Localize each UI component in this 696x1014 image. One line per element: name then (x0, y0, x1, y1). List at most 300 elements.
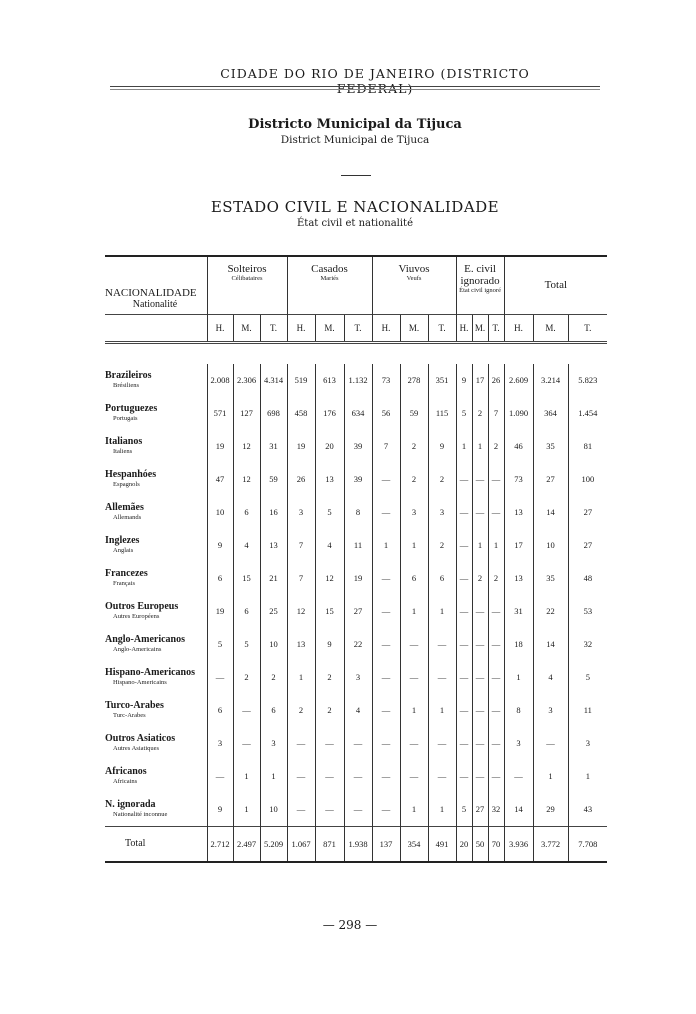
value-cell: — (533, 727, 568, 760)
value-cell: — (488, 661, 504, 694)
value-cell: 2.008 (207, 364, 233, 397)
group-label: Solteiros (227, 263, 267, 275)
table-row (105, 595, 607, 628)
value-cell: 2 (488, 562, 504, 595)
value-cell: 39 (344, 430, 372, 463)
value-cell: 3 (207, 727, 233, 760)
civil-status-table (105, 255, 607, 863)
value-cell: 2 (233, 661, 260, 694)
value-cell: 12 (315, 562, 344, 595)
value-cell: 6 (233, 595, 260, 628)
value-cell: 458 (287, 397, 315, 430)
value-cell: 15 (315, 595, 344, 628)
table-row (105, 463, 607, 496)
value-cell: — (456, 595, 472, 628)
subheader-t: T. (568, 314, 607, 342)
value-cell: 27 (472, 793, 488, 827)
value-cell: 5 (207, 628, 233, 661)
value-cell: 1 (456, 430, 472, 463)
nationality-french: Italiens (113, 448, 133, 455)
value-cell: — (428, 760, 456, 793)
group-header-total (504, 256, 607, 314)
value-cell: 6 (207, 694, 233, 727)
value-cell: 3.214 (533, 364, 568, 397)
value-cell: 2.609 (504, 364, 533, 397)
value-cell: 4.314 (260, 364, 287, 397)
table-row (105, 694, 607, 727)
table-row (105, 496, 607, 529)
value-cell: — (372, 562, 400, 595)
group-label: E. civil ignorado (460, 263, 500, 287)
nationality-french: Africains (113, 778, 138, 785)
header-rule-secondary (110, 89, 600, 90)
value-cell: 2 (428, 463, 456, 496)
value-cell: 22 (344, 628, 372, 661)
value-cell: 53 (568, 595, 607, 628)
value-cell: — (372, 463, 400, 496)
value-cell: — (428, 727, 456, 760)
section-divider (341, 175, 371, 176)
value-cell: — (344, 760, 372, 793)
nationality-header-label: NACIONALIDADE (105, 286, 197, 299)
value-cell: 16 (260, 496, 287, 529)
total-value-cell: 3.772 (533, 826, 568, 862)
total-value-cell: 70 (488, 826, 504, 862)
value-cell: 32 (568, 628, 607, 661)
value-cell: 27 (568, 529, 607, 562)
value-cell: 3 (568, 727, 607, 760)
value-cell: 18 (504, 628, 533, 661)
value-cell: 6 (207, 562, 233, 595)
value-cell: 7 (287, 529, 315, 562)
value-cell: — (488, 760, 504, 793)
value-cell: 26 (287, 463, 315, 496)
value-cell: 7 (287, 562, 315, 595)
value-cell: 12 (233, 463, 260, 496)
subheader-blank (105, 314, 207, 342)
value-cell: 4 (533, 661, 568, 694)
nationality-cell (105, 661, 207, 694)
total-value-cell: 491 (428, 826, 456, 862)
nationality-french: Anglo-Americains (113, 646, 162, 653)
nationality-french: Autres Asiatiques (113, 745, 160, 752)
value-cell: 1 (472, 529, 488, 562)
nationality-cell (105, 364, 207, 397)
table-row (105, 364, 607, 397)
nationality-name: N. ignorada (105, 799, 156, 810)
value-cell: — (233, 727, 260, 760)
value-cell: — (488, 463, 504, 496)
value-cell: 7 (372, 430, 400, 463)
nationality-french: Espagnols (113, 481, 140, 488)
value-cell: 519 (287, 364, 315, 397)
value-cell: 35 (533, 430, 568, 463)
value-cell: — (472, 760, 488, 793)
nationality-cell (105, 529, 207, 562)
value-cell: 1 (428, 694, 456, 727)
value-cell: 5 (568, 661, 607, 694)
value-cell: 10 (533, 529, 568, 562)
value-cell: — (472, 628, 488, 661)
nationality-cell (105, 496, 207, 529)
value-cell: 19 (207, 595, 233, 628)
group-sub: Mariés (320, 275, 339, 282)
value-cell: 9 (456, 364, 472, 397)
value-cell: 19 (207, 430, 233, 463)
value-cell: 1 (372, 529, 400, 562)
nationality-french: Anglais (113, 547, 134, 554)
nationality-cell (105, 463, 207, 496)
value-cell: 10 (260, 628, 287, 661)
total-row (105, 826, 607, 862)
nationality-name: Inglezes (105, 535, 140, 546)
value-cell: 47 (207, 463, 233, 496)
subheader-h: H. (207, 314, 233, 342)
value-cell: — (428, 628, 456, 661)
value-cell: — (287, 727, 315, 760)
value-cell: 32 (488, 793, 504, 827)
nationality-cell (105, 793, 207, 827)
group-sub: Célibataires (231, 275, 263, 282)
table-row (105, 760, 607, 793)
value-cell: — (287, 793, 315, 827)
total-value-cell: 1.938 (344, 826, 372, 862)
value-cell: — (233, 694, 260, 727)
value-cell: 13 (504, 562, 533, 595)
value-cell: 43 (568, 793, 607, 827)
value-cell: 13 (504, 496, 533, 529)
table-row (105, 727, 607, 760)
value-cell: 1 (260, 760, 287, 793)
value-cell: 19 (344, 562, 372, 595)
value-cell: 81 (568, 430, 607, 463)
subheader-t: T. (428, 314, 456, 342)
value-cell: 14 (504, 793, 533, 827)
nationality-name: Hespanhóes (105, 469, 157, 480)
nationality-name: Outros Asiaticos (105, 733, 176, 744)
value-cell: 1 (504, 661, 533, 694)
value-cell: — (472, 694, 488, 727)
value-cell: 17 (504, 529, 533, 562)
value-cell: — (456, 463, 472, 496)
nationality-name: Brazileiros (105, 370, 152, 381)
value-cell: 6 (233, 496, 260, 529)
value-cell: 19 (287, 430, 315, 463)
value-cell: 3 (504, 727, 533, 760)
value-cell: 5.823 (568, 364, 607, 397)
value-cell: 2 (472, 562, 488, 595)
total-value-cell: 5.209 (260, 826, 287, 862)
value-cell: 25 (260, 595, 287, 628)
group-header-unknown (456, 256, 504, 314)
value-cell: 35 (533, 562, 568, 595)
value-cell: 14 (533, 496, 568, 529)
total-value-cell: 7.708 (568, 826, 607, 862)
nationality-name: Francezes (105, 568, 148, 579)
district-title: Districto Municipal da Tijuca (248, 117, 462, 132)
value-cell: 3 (287, 496, 315, 529)
nationality-french: Allemands (113, 514, 142, 521)
nationality-french: Français (113, 580, 136, 587)
value-cell: 1.090 (504, 397, 533, 430)
value-cell: 13 (260, 529, 287, 562)
value-cell: 1 (568, 760, 607, 793)
value-cell: — (344, 793, 372, 827)
value-cell: — (504, 760, 533, 793)
value-cell: 1 (233, 760, 260, 793)
value-cell: 27 (344, 595, 372, 628)
nationality-name: Portuguezes (105, 403, 158, 414)
value-cell: 27 (533, 463, 568, 496)
value-cell: 56 (372, 397, 400, 430)
group-header-married (287, 256, 372, 314)
value-cell: 73 (504, 463, 533, 496)
nationality-cell (105, 562, 207, 595)
section-subtitle: État civil et nationalité (297, 218, 413, 229)
value-cell: 59 (400, 397, 428, 430)
value-cell: — (456, 727, 472, 760)
value-cell: 613 (315, 364, 344, 397)
group-label: Casados (311, 263, 348, 275)
value-cell: 3 (260, 727, 287, 760)
value-cell: — (372, 793, 400, 827)
value-cell: 3 (344, 661, 372, 694)
value-cell: 176 (315, 397, 344, 430)
value-cell: 2 (488, 430, 504, 463)
page-header-title: CIDADE DO RIO DE JANEIRO (DISTRICTO FEDERAL) (220, 66, 530, 96)
nationality-cell (105, 430, 207, 463)
value-cell: 4 (315, 529, 344, 562)
table-row (105, 397, 607, 430)
value-cell: — (400, 628, 428, 661)
total-value-cell: 354 (400, 826, 428, 862)
subheader-t: T. (488, 314, 504, 342)
value-cell: 12 (287, 595, 315, 628)
subheader-h: H. (287, 314, 315, 342)
value-cell: 27 (568, 496, 607, 529)
value-cell: 364 (533, 397, 568, 430)
district-subtitle: District Municipal de Tijuca (280, 134, 430, 146)
value-cell: — (372, 694, 400, 727)
nationality-french: Turc-Arabes (113, 712, 146, 719)
value-cell: — (488, 694, 504, 727)
value-cell: 3 (533, 694, 568, 727)
value-cell: 3 (400, 496, 428, 529)
total-label: Total (105, 826, 207, 862)
value-cell: — (372, 727, 400, 760)
value-cell: 17 (472, 364, 488, 397)
value-cell: 278 (400, 364, 428, 397)
value-cell: 10 (260, 793, 287, 827)
subheader-h: H. (372, 314, 400, 342)
value-cell: — (456, 694, 472, 727)
table-row (105, 628, 607, 661)
nationality-cell (105, 397, 207, 430)
value-cell: 11 (344, 529, 372, 562)
value-cell: 10 (207, 496, 233, 529)
total-value-cell: 871 (315, 826, 344, 862)
subheader-h: H. (456, 314, 472, 342)
value-cell: — (472, 661, 488, 694)
total-value-cell: 2.712 (207, 826, 233, 862)
value-cell: 48 (568, 562, 607, 595)
value-cell: 46 (504, 430, 533, 463)
value-cell: 571 (207, 397, 233, 430)
value-cell: — (488, 727, 504, 760)
value-cell: 2 (315, 694, 344, 727)
nationality-cell (105, 760, 207, 793)
total-value-cell: 20 (456, 826, 472, 862)
value-cell: 1 (533, 760, 568, 793)
total-value-cell: 3.936 (504, 826, 533, 862)
subheader-h: H. (504, 314, 533, 342)
table-row (105, 529, 607, 562)
nationality-cell (105, 595, 207, 628)
value-cell: — (456, 496, 472, 529)
nationality-french: Nationalité inconnue (113, 811, 168, 818)
value-cell: — (472, 727, 488, 760)
value-cell: 11 (568, 694, 607, 727)
nationality-name: Outros Europeus (105, 601, 179, 612)
nationality-name: Africanos (105, 766, 147, 777)
value-cell: — (472, 463, 488, 496)
value-cell: — (428, 661, 456, 694)
subheader-m: M. (315, 314, 344, 342)
nationality-cell (105, 694, 207, 727)
value-cell: 20 (315, 430, 344, 463)
value-cell: 1.132 (344, 364, 372, 397)
group-label: Viuvos (398, 263, 430, 275)
value-cell: 9 (315, 628, 344, 661)
value-cell: 5 (456, 793, 472, 827)
nationality-french: Hispano-Americains (113, 679, 167, 686)
group-header-widowed (372, 256, 456, 314)
value-cell: 9 (207, 529, 233, 562)
value-cell: 31 (504, 595, 533, 628)
value-cell: — (456, 529, 472, 562)
value-cell: — (400, 727, 428, 760)
value-cell: — (287, 760, 315, 793)
value-cell: — (488, 628, 504, 661)
nationality-name: Italianos (105, 436, 143, 447)
value-cell: — (372, 661, 400, 694)
nationality-name: Allemães (105, 502, 144, 513)
value-cell: 2 (400, 430, 428, 463)
value-cell: 6 (260, 694, 287, 727)
value-cell: — (400, 760, 428, 793)
nationality-french: Brésiliens (113, 382, 139, 389)
value-cell: 1 (400, 694, 428, 727)
value-cell: 100 (568, 463, 607, 496)
value-cell: 14 (533, 628, 568, 661)
value-cell: 634 (344, 397, 372, 430)
nationality-cell (105, 628, 207, 661)
nationality-french: Portugais (113, 415, 138, 422)
value-cell: — (488, 496, 504, 529)
value-cell: — (372, 496, 400, 529)
value-cell: 1 (400, 793, 428, 827)
group-sub: État civil ignoré (459, 287, 501, 294)
value-cell: 5 (233, 628, 260, 661)
table-row (105, 562, 607, 595)
value-cell: 2 (287, 694, 315, 727)
value-cell: 29 (533, 793, 568, 827)
total-value-cell: 50 (472, 826, 488, 862)
value-cell: — (456, 562, 472, 595)
value-cell: — (315, 760, 344, 793)
value-cell: 39 (344, 463, 372, 496)
subheader-m: M. (233, 314, 260, 342)
value-cell: 13 (315, 463, 344, 496)
value-cell: 26 (488, 364, 504, 397)
value-cell: — (456, 628, 472, 661)
value-cell: — (472, 595, 488, 628)
subheader-row (105, 314, 607, 342)
value-cell: 5 (315, 496, 344, 529)
value-cell: 2 (315, 661, 344, 694)
value-cell: — (400, 661, 428, 694)
table-row (105, 661, 607, 694)
value-cell: — (372, 595, 400, 628)
value-cell: 1 (400, 595, 428, 628)
value-cell: 12 (233, 430, 260, 463)
value-cell: — (315, 793, 344, 827)
group-sub: Veufs (406, 275, 422, 282)
total-value-cell: 2.497 (233, 826, 260, 862)
value-cell: 2 (472, 397, 488, 430)
total-value-cell: 1.067 (287, 826, 315, 862)
value-cell: 3 (428, 496, 456, 529)
nationality-cell (105, 727, 207, 760)
value-cell: 4 (233, 529, 260, 562)
value-cell: 59 (260, 463, 287, 496)
value-cell: 698 (260, 397, 287, 430)
nationality-header (105, 256, 207, 314)
value-cell: 9 (207, 793, 233, 827)
subheader-t: T. (344, 314, 372, 342)
subheader-m: M. (400, 314, 428, 342)
value-cell: — (456, 661, 472, 694)
subheader-t: T. (260, 314, 287, 342)
nationality-name: Anglo-Americanos (105, 634, 185, 645)
value-cell: 31 (260, 430, 287, 463)
value-cell: 13 (287, 628, 315, 661)
value-cell: 1 (400, 529, 428, 562)
value-cell: — (344, 727, 372, 760)
value-cell: 7 (488, 397, 504, 430)
value-cell: 2 (400, 463, 428, 496)
page-number: — 298 — (322, 918, 378, 932)
value-cell: 1 (428, 793, 456, 827)
nationality-name: Hispano-Americanos (105, 667, 195, 678)
nationality-french: Autres Européens (113, 613, 160, 620)
nationality-header-sub: Nationalité (132, 298, 178, 310)
header-rule (110, 86, 600, 87)
value-cell: 8 (344, 496, 372, 529)
value-cell: 5 (456, 397, 472, 430)
value-cell: 22 (533, 595, 568, 628)
value-cell: 1 (287, 661, 315, 694)
value-cell: — (488, 595, 504, 628)
value-cell: 1 (488, 529, 504, 562)
value-cell: — (207, 661, 233, 694)
value-cell: 6 (400, 562, 428, 595)
value-cell: — (456, 760, 472, 793)
value-cell: 6 (428, 562, 456, 595)
value-cell: 2 (260, 661, 287, 694)
value-cell: — (372, 628, 400, 661)
subheader-m: M. (533, 314, 568, 342)
